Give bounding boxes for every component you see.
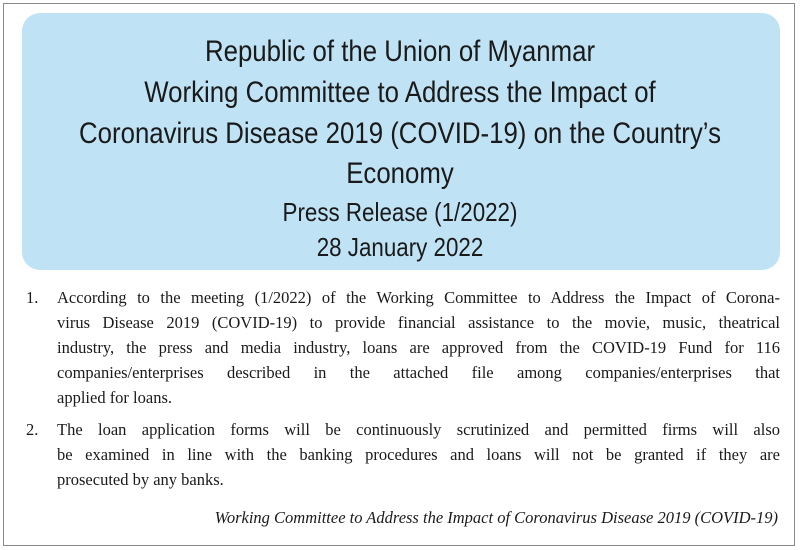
item-2-line: be examined in line with the banking procedures and loans will not be granted if they are <box>57 445 780 464</box>
press-release-number: Press Release (1/2022) <box>282 197 518 227</box>
header-committee-line-2: Coronavirus Disease 2019 (COVID-19) on the Country’s <box>79 117 721 150</box>
item-number: 2. <box>26 420 39 439</box>
item-1-line: virus Disease 2019 (COVID-19) to provide financial assistance to the movie, music, theatrical <box>57 313 780 332</box>
item-1-line: companies/enterprises described in the attached file among companies/enterprises that <box>57 363 780 382</box>
header-country: Republic of the Union of Myanmar <box>204 35 596 68</box>
item-1-line: industry, the press and media industry, loans are approved from the COVID-19 Fund for 116 <box>57 338 780 357</box>
item-1-line: According to the meeting (1/2022) of the Working Committee to Address the Impact of Corona- <box>57 288 780 307</box>
header-committee-line-1: Working Committee to Address the Impact of <box>144 76 656 109</box>
header-committee-line-3: Economy <box>346 157 454 190</box>
item-1-line: applied for loans. <box>57 388 173 407</box>
release-date: 28 January 2022 <box>316 232 484 262</box>
item-2-line: prosecuted by any banks. <box>57 470 224 489</box>
signature-line: Working Committee to Address the Impact of Coronavirus Disease 2019 (COVID-19) <box>214 508 778 527</box>
item-number: 1. <box>26 288 39 307</box>
item-2-line: The loan application forms will be continuously scrutinized and permitted firms will also <box>57 420 780 439</box>
